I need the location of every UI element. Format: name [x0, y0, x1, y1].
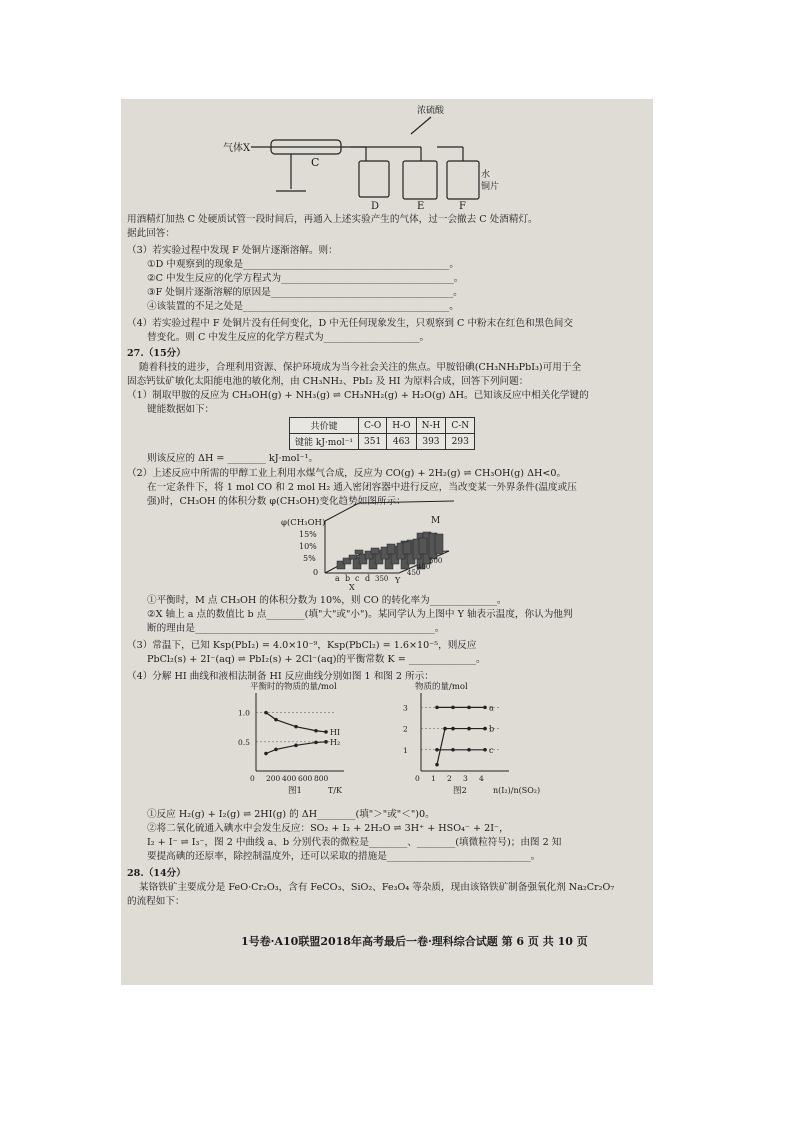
series-label: H₂	[330, 737, 341, 747]
series-label: a	[489, 703, 494, 713]
data-point	[483, 727, 487, 731]
data-point	[324, 730, 328, 734]
table-cell: N-H	[416, 418, 446, 434]
data-point	[274, 748, 278, 752]
f-label: F	[459, 201, 466, 212]
z-axis-label: φ(CH₃OH)	[281, 518, 326, 528]
y-tick-label: 350	[375, 575, 389, 583]
text-line: ②C 中发生反应的化学方程式为____________________________________。	[147, 273, 464, 284]
d-label: D	[371, 201, 380, 212]
y-tick-label: 3	[403, 703, 408, 713]
y-tick-label: 0.5	[238, 737, 250, 747]
y-tick-label: 2	[403, 724, 408, 734]
y-axis-title: 物质的量/mol	[415, 682, 468, 692]
table-cell: C-N	[446, 418, 475, 434]
y-tick-label: 450	[407, 569, 421, 577]
data-point	[264, 752, 268, 756]
text-line: 键能数据如下：	[147, 404, 215, 415]
bar-3d	[371, 548, 379, 554]
point-m-label: M	[431, 516, 441, 526]
text-line: 在一定条件下，将 1 mol CO 和 2 mol H₂ 通入密闭容器中进行反应，当改变某一外界条件(温度或压	[147, 482, 577, 493]
text-line: ③F 处铜片逐渐溶解的原因是______________________________________。	[147, 287, 463, 298]
bar-3d	[435, 534, 443, 554]
text-line: ①D 中观察到的现象是___________________________________________。	[147, 259, 459, 270]
x-tick-label: a	[335, 574, 340, 583]
x-tick-label: 1	[431, 774, 436, 783]
text-line: 固态钙钛矿敏化太阳能电池的敏化剂，由 CH₃NH₂、PbI₂ 及 HI 为原料合成，回答下列问题：	[127, 376, 529, 387]
figure-caption: 图1	[288, 786, 302, 796]
text-line: ④该装置的不足之处是___________________________________________。	[147, 301, 459, 312]
series-label: c	[489, 745, 494, 755]
figure-caption: 图2	[453, 786, 467, 796]
data-point	[274, 718, 278, 722]
x-tick-label: 800	[314, 774, 329, 783]
x-tick-label: 600	[298, 774, 313, 783]
figure-2-chart	[401, 681, 541, 801]
page-footer: 1号卷·A10联盟2018年高考最后一卷·理科综合试题 第 6 页 共 10 页	[241, 935, 588, 948]
z-tick-label: 10%	[299, 542, 317, 551]
data-point	[294, 725, 298, 729]
question-28-heading: 28.（14分）	[127, 868, 186, 879]
exam-page	[121, 99, 653, 985]
x-tick-label: c	[355, 574, 360, 583]
bar-3d	[355, 550, 363, 554]
data-point	[294, 744, 298, 748]
text-line: （4）若实验过程中 F 处铜片没有任何变化，D 中无任何现象发生，只观察到 C 中粉末在红色和黑色间交	[127, 318, 573, 329]
text-line: 替变化。则 C 中发生反应的化学方程式为____________________。	[147, 332, 430, 343]
x-axis-label: X	[349, 583, 355, 592]
y-tick-label: 1	[403, 745, 408, 755]
table-cell: H-O	[387, 418, 416, 434]
text-line: 断的理由是__________________________________________________。	[147, 623, 445, 634]
text-line: ②X 轴上 a 点的数值比 b 点________(填"大"或"小")。某同学认为上图中 Y 轴表示温度，你认为他判	[147, 609, 573, 620]
table-cell: 463	[387, 434, 416, 450]
c-label: C	[311, 156, 320, 169]
x-tick-label: 0	[415, 774, 420, 783]
series-label: b	[489, 724, 495, 734]
table-row	[290, 434, 475, 450]
data-point	[435, 763, 439, 767]
x-axis-title: n(I₂)/n(SO₂)	[493, 786, 541, 795]
water-label: 水	[481, 170, 491, 180]
bar-3d	[419, 538, 427, 554]
text-line: I₂ + I⁻ ⇌ I₃⁻，图 2 中曲线 a、b 分别代表的微粒是________、________(填微粒符号)；由图 2 知	[147, 837, 562, 848]
z-tick-label: 0	[313, 568, 319, 577]
data-point	[451, 706, 455, 710]
data-point	[435, 748, 439, 752]
text-line: 某铬铁矿主要成分是 FeO·Cr₂O₃，含有 FeCO₃、SiO₂、Fe₃O₄ 等杂质，现由该铬铁矿制备强氧化剂 Na₂Cr₂O₇	[139, 882, 615, 893]
data-point	[451, 748, 455, 752]
x-tick-label: d	[365, 574, 371, 583]
table-cell: 键能 kJ·mol⁻¹	[290, 434, 359, 450]
table-cell: 293	[446, 434, 475, 450]
copper-label: 铜片	[481, 182, 500, 192]
data-point	[467, 706, 471, 710]
acid-label: 浓硫酸	[417, 106, 445, 116]
bar-3d	[403, 542, 411, 554]
z-tick-label: 5%	[303, 554, 316, 563]
data-point	[314, 741, 318, 745]
data-point	[483, 748, 487, 752]
apparatus-diagram	[121, 99, 653, 214]
table-cell: C-O	[358, 418, 386, 434]
question-27-heading: 27.（15分）	[127, 348, 186, 359]
y-tick-label: 500	[429, 557, 443, 565]
y-tick-label: 1.0	[238, 708, 250, 718]
table-cell: 393	[416, 434, 446, 450]
text-line: （3）若实验过程中发现 F 处铜片逐渐溶解。则：	[127, 245, 338, 256]
figure-1-chart	[236, 681, 356, 801]
text-line: 的流程如下：	[127, 896, 185, 907]
text-line: （4）分解 HI 曲线和液相法制备 HI 反应曲线分别如图 1 和图 2 所示：	[127, 671, 434, 682]
text-line: PbCl₂(s) + 2I⁻(aq) ⇌ PbI₂(s) + 2Cl⁻(aq)的平衡常数 K = ______________。	[147, 654, 486, 665]
y-axis-label: Y	[395, 576, 401, 585]
x-tick-label: 4	[479, 774, 484, 783]
data-point	[467, 748, 471, 752]
text-line: （2）上述反应中所需的甲醇工业上利用水煤气合成，反应为 CO(g) + 2H₂(g) ⇌ CH₃OH(g) ΔH<0。	[127, 468, 567, 479]
table-cell: 共价键	[290, 418, 359, 434]
x-tick-label: 200	[266, 774, 281, 783]
data-point	[435, 706, 439, 710]
volume-fraction-3d-chart	[279, 511, 509, 591]
bar-3d	[349, 555, 357, 559]
z-tick-label: 15%	[299, 530, 317, 539]
x-axis-title: T/K	[328, 786, 343, 795]
x-tick-label: 2	[447, 774, 452, 783]
bond-energy-table	[289, 417, 475, 450]
gas-x-label: 气体X	[223, 143, 251, 154]
y-tick-label: 400	[417, 563, 431, 571]
text-line: 随着科技的进步，合理利用资源、保护环境成为当今社会关注的焦点。甲胺铅碘(CH₃NH₃PbI₃)可用于全	[139, 362, 582, 373]
text-line: ①反应 H₂(g) + I₂(g) ⇌ 2HI(g) 的 ΔH________(填"＞"或"＜")0。	[147, 809, 435, 820]
text-line: 据此回答：	[127, 228, 175, 239]
data-point	[467, 727, 471, 731]
series-label: HI	[330, 727, 341, 737]
text-line: （3）常温下，已知 Ksp(PbI₂) = 4.0×10⁻⁹，Ksp(PbCl₂) = 1.6×10⁻⁵，则反应	[127, 640, 477, 651]
table-cell: 351	[358, 434, 386, 450]
series-line	[437, 729, 485, 765]
x-tick-label: 3	[463, 774, 468, 783]
x-tick-label: 0	[250, 774, 255, 783]
text-line: 强)时，CH₃OH 的体积分数 φ(CH₃OH)变化趋势如图所示：	[147, 496, 406, 507]
text-line: （1）制取甲胺的反应为 CH₃OH(g) + NH₃(g) ⇌ CH₃NH₂(g) + H₂O(g) ΔH。已知该反应中相关化学键的	[127, 390, 589, 401]
series-line	[266, 713, 326, 732]
text-line: ②将二氧化硫通入碘水中会发生反应：SO₂ + I₂ + 2H₂O ⇌ 3H⁺ + HSO₄⁻ + 2I⁻，	[147, 823, 509, 834]
text-line: 用酒精灯加热 C 处硬质试管一段时间后，再通入上述实验产生的气体，过一会撤去 C 处酒精灯。	[127, 214, 538, 225]
data-point	[483, 706, 487, 710]
data-point	[314, 729, 318, 733]
y-axis-title: 平衡时的物质的量/mol	[250, 682, 337, 692]
data-point	[264, 711, 268, 715]
x-tick-label: 400	[282, 774, 297, 783]
text-line: 则该反应的 ΔH = ________ kJ·mol⁻¹。	[147, 453, 319, 464]
bar-3d	[387, 544, 395, 554]
text-line: 要提高碘的还原率，除控制温度外，还可以采取的措施是______________________________。	[147, 851, 541, 862]
data-point	[451, 727, 455, 731]
data-point	[324, 740, 328, 744]
x-tick-label: b	[345, 574, 351, 583]
data-point	[443, 727, 447, 731]
e-label: E	[417, 201, 425, 212]
text-line: ①平衡时，M 点 CH₃OH 的体积分数为 10%，则 CO 的转化率为______________。	[147, 595, 507, 606]
table-row	[290, 418, 475, 434]
